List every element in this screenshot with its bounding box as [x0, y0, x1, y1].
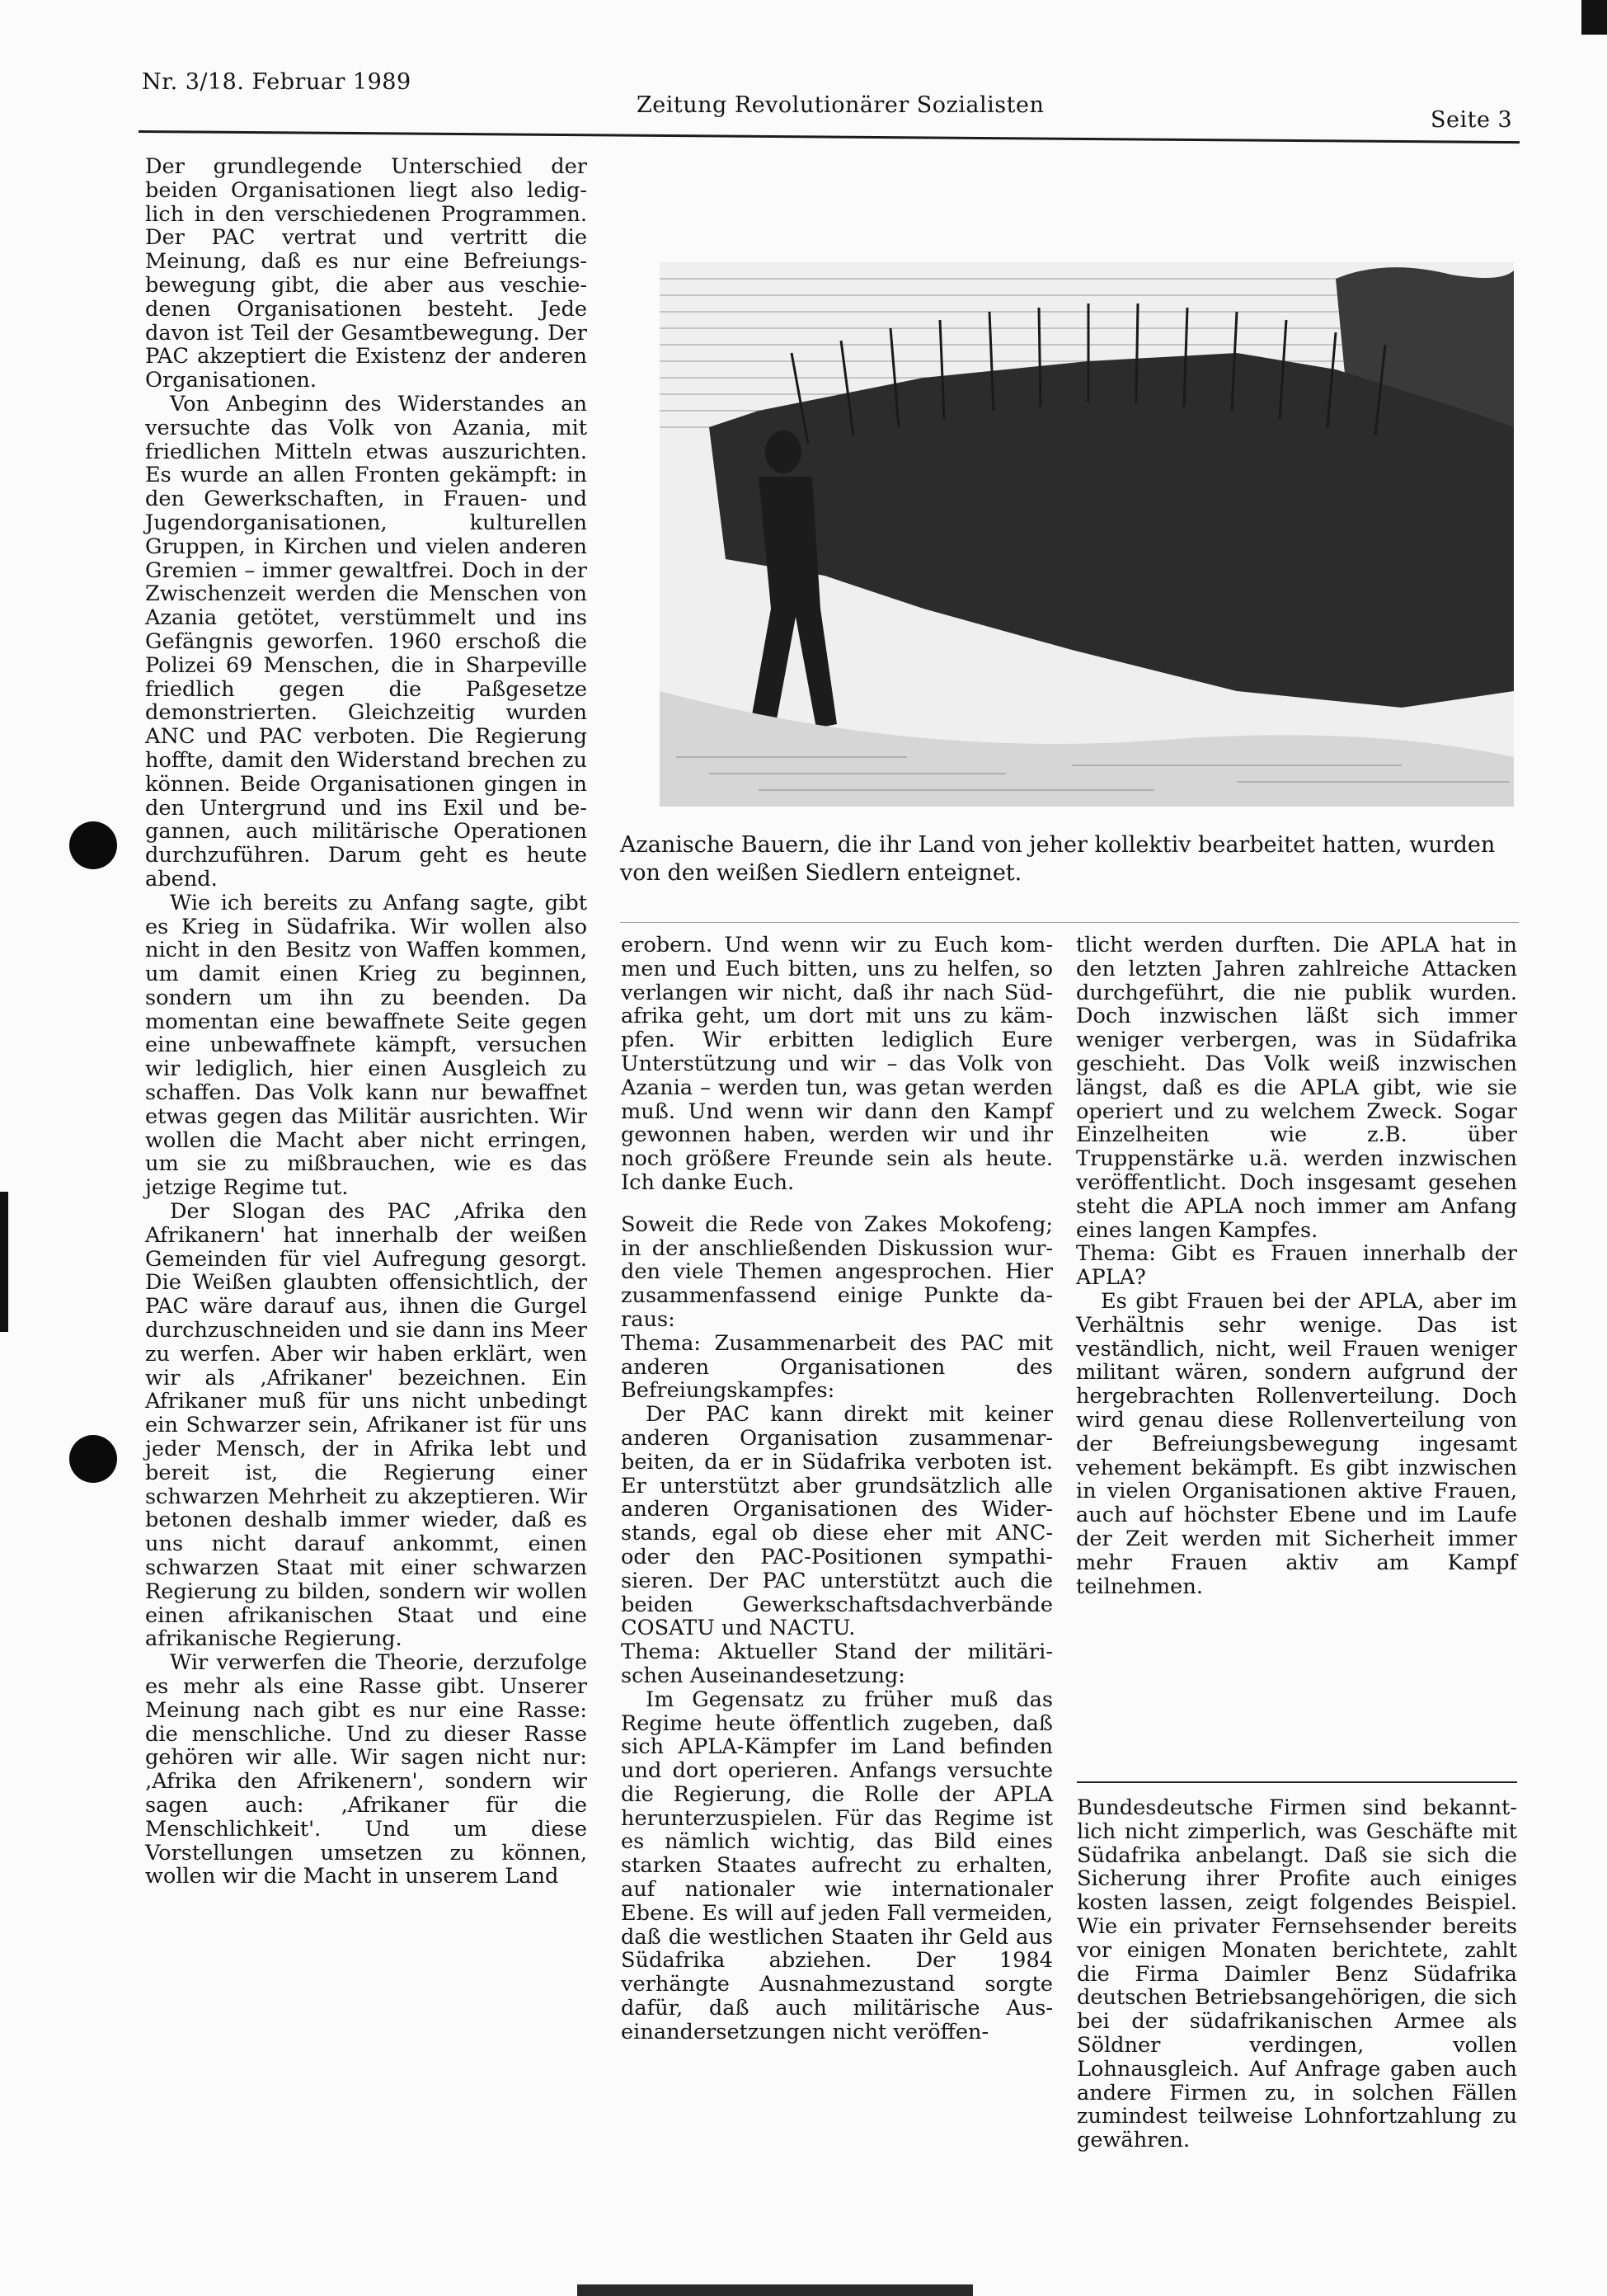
paragraph: Der PAC kann direkt mit keiner anderen Organisation zusammenarbeiten, da er in Südafrika verboten ist. Er unterstützt aber grundsätzlich alle anderen Organisationen des Widerstands, egal ob diese eher mit ANC- oder den PAC-Positionen sympathisieren. Der PAC unterstützt auch die beiden Gewerkschaftsdachverbände COSATU und NACTU. [621, 1402, 1053, 1641]
article-column-3 [1076, 934, 1517, 1598]
topic-heading: Thema: Aktueller Stand der militärischen Auseinandesetzung: [621, 1640, 1053, 1688]
scan-edge-mark [1581, 0, 1607, 35]
punch-hole [69, 821, 117, 869]
issue-date: Nr. 3/18. Februar 1989 [142, 69, 411, 95]
scan-edge-mark [577, 2284, 973, 2296]
paragraph: Von Anbeginn des Widerstandes an versuchte das Volk von Azania, mit friedlichen Mitteln etwas auszurichten. Es wurde an allen Fronten gekämpft: in den Gewerkschaften, in Frauen- und Jugendorganisationen, kulturellen Gruppen, in Kirchen und vielen anderen Gremien – immer gewaltfrei. Doch in der Zwischenzeit werden die Menschen von Azania getötet, verstümmelt und ins Gefängnis geworfen. 1960 erschoß die Polizei 69 Menschen, die in Sharpeville friedlich gegen die Paßgesetze demonstrierten. Gleichzeitig wurden ANC und PAC verboten. Die Regierung hoffte, damit den Widerstand brechen zu können. Beide Organisationen gingen in den Untergrund und ins Exil und begannen, auch militärische Operationen durchzuführen. Darum geht es heute abend. [145, 391, 587, 892]
paragraph: Wir verwerfen die Theorie, derzufolge es mehr als eine Rasse gibt. Unserer Meinung nach gibt es nur eine Rasse: die menschliche. Und zu dieser Rasse gehören wir alle. Wir sagen nicht nur: ‚Afrika den Afrikenern', sondern wir sagen auch: ‚Afrikaner für die Menschlichkeit'. Und um diese Vorstellungen umsetzen zu können, wollen wir die Macht in unserem Land [145, 1650, 587, 1889]
paragraph: Es gibt Frauen bei der APLA, aber im Verhältnis sehr wenige. Das ist veständlich, nicht, weil Frauen weniger militant wären, sondern aufgrund der hergebrachten Rollenverteilung. Doch wird genau diese Rollenverteilung von der Befreiungsbewegung ingesamt vehement bekämpft. Es gibt inzwischen in vielen Organisationen aktive Frauen, auch auf höchster Ebene und im Laufe der Zeit werden mit Sicherheit immer mehr Frauen aktiv am Kampf teilnehmen. [1076, 1288, 1517, 1599]
paragraph: Der Slogan des PAC ‚Afrika den Afrikanern' hat innerhalb der weißen Gemeinden für viel Aufregung gesorgt. Die Weißen glaubten offensichtlich, der PAC wäre darauf aus, ihnen die Gurgel durchzuschneiden und sie dann ins Meer zu werfen. Aber wir haben erklärt, wen wir als ‚Afrikaner' bezeichnen. Ein Afrikaner muß für uns nicht unbedingt ein Schwarzer sein, Afrikaner ist für uns jeder Mensch, der in Afrika lebt und bereit ist, die Regierung einer schwarzen Mehrheit zu akzeptieren. Wir betonen deshalb immer wieder, daß es uns nicht darauf ankommt, einen schwarzen Staat mit einer schwarzen Regierung zu bilden, sondern wir wollen einen afrikanischen Staat und eine afrikanische Regierung. [145, 1199, 587, 1652]
newspaper-title: Zeitung Revolutionärer Sozialisten [637, 92, 1045, 118]
paragraph: Wie ich bereits zu Anfang sagte, gibt es Krieg in Südafrika. Wir wollen also nicht in den Besitz von Waffen kommen, um damit einen Krieg zu beginnen, sondern um ihn zu beenden. Da momentan eine bewaffnete Seite gegen eine unbewaffnete kämpft, versuchen wir lediglich, hier einen Ausgleich zu schaffen. Das Volk kann nur bewaffnet etwas gegen das Militär ausrichten. Wir wollen die Macht aber nicht erringen, um sie zu mißbrauchen, wie es das jetzige Regime tut. [145, 890, 587, 1201]
paragraph: erobern. Und wenn wir zu Euch kommen und Euch bitten, uns zu helfen, so verlangen wir nicht, daß ihr nach Südafrika geht, um dort mit uns zu kämpfen. Wir erbitten lediglich Eure Unterstützung und wir – das Volk von Azania – werden tun, was getan werden muß. Und wenn wir dann den Kampf gewonnen haben, werden wir und ihr noch größere Freunde sein als heute. Ich danke Euch. [621, 933, 1053, 1195]
box-rule [1077, 1781, 1517, 1783]
engraving-illustration [660, 262, 1514, 807]
sidebar-note-box [1077, 1796, 1517, 2152]
image-caption: Azanische Bauern, die ihr Land von jeher kollektiv bearbeitet hatten, wurden von den weißen Siedlern enteignet. [620, 832, 1496, 886]
paragraph: Soweit die Rede von Zakes Mokofeng; in der anschließenden Diskussion wurden viele Themen angesprochen. Hier zusammenfassend einige Punkte daraus: [621, 1212, 1053, 1332]
article-column-2 [621, 934, 1053, 2044]
article-column-1 [145, 155, 587, 1889]
topic-heading: Thema: Zusammenarbeit des PAC mit anderen Organisationen des Befreiungskampfes: [621, 1330, 1053, 1404]
caption-rule [620, 922, 1519, 923]
topic-heading: Thema: Gibt es Frauen innerhalb der APLA? [1076, 1241, 1517, 1291]
box-text: Bundesdeutsche Firmen sind bekanntlich nicht zimperlich, was Geschäfte mit Südafrika anbelangt. Daß sie sich die Sicherung ihrer Profite auch einiges kosten lassen, zeigt folgendes Beispiel. Wie ein privater Fernsehsender bereits vor einigen Monaten berichtete, zahlt die Firma Daimler Benz Südafrika deutschen Betriebsangehörigen, die sich bei der südafrikanischen Armee als Söldner verdingen, vollen Lohnausgleich. Auf Anfrage gaben auch andere Firmen zu, in solchen Fällen zumindest teilweise Lohnfortzahlung zu gewähren. [1077, 1795, 1517, 2153]
page-number: Seite 3 [1431, 107, 1513, 133]
paragraph: Der grundlegende Unterschied der beiden Organisationen liegt also lediglich in den verschiedenen Programmen. Der PAC vertrat und vertritt die Meinung, daß es nur eine Befreiungsbewegung gibt, die aber aus veschiedenen Organisationen besteht. Jede davon ist Teil der Gesamtbewegung. Der PAC akzeptiert die Existenz der anderen Organisationen. [145, 154, 587, 393]
paragraph: tlicht werden durften. Die APLA hat in den letzten Jahren zahlreiche Attacken durchgeführt, die nie publik wurden. Doch inzwischen läßt sich immer weniger verbergen, was in Südafrika geschieht. Das Volk weiß inzwischen längst, daß es die APLA gibt, wie sie operiert und zu welchem Zweck. Sogar Einzelheiten wie z.B. über Truppenstärke u.ä. werden inzwischen veröffentlicht. Doch insgesamt gesehen steht die APLA noch immer am Anfang eines langen Kampfes. [1076, 933, 1517, 1243]
paragraph: Im Gegensatz zu früher muß das Regime heute öffentlich zugeben, daß sich APLA-Kämpfer im Land befinden und dort operieren. Anfangs versuchte die Regierung, die Rolle der APLA herunterzuspielen. Für das Regime ist es nämlich wichtig, das Bild eines starken Staates aufrecht zu erhalten, auf nationaler wie internationaler Ebene. Es will auf jeden Fall vermeiden, daß die westlichen Staaten ihr Geld aus Südafrika abziehen. Der 1984 verhängte Ausnahmezustand sorgte dafür, daß auch militärische Auseinandersetzungen nicht veröffen- [621, 1687, 1053, 2044]
scan-edge-mark [0, 1192, 8, 1332]
punch-hole [69, 1435, 117, 1483]
header-rule [139, 130, 1520, 144]
